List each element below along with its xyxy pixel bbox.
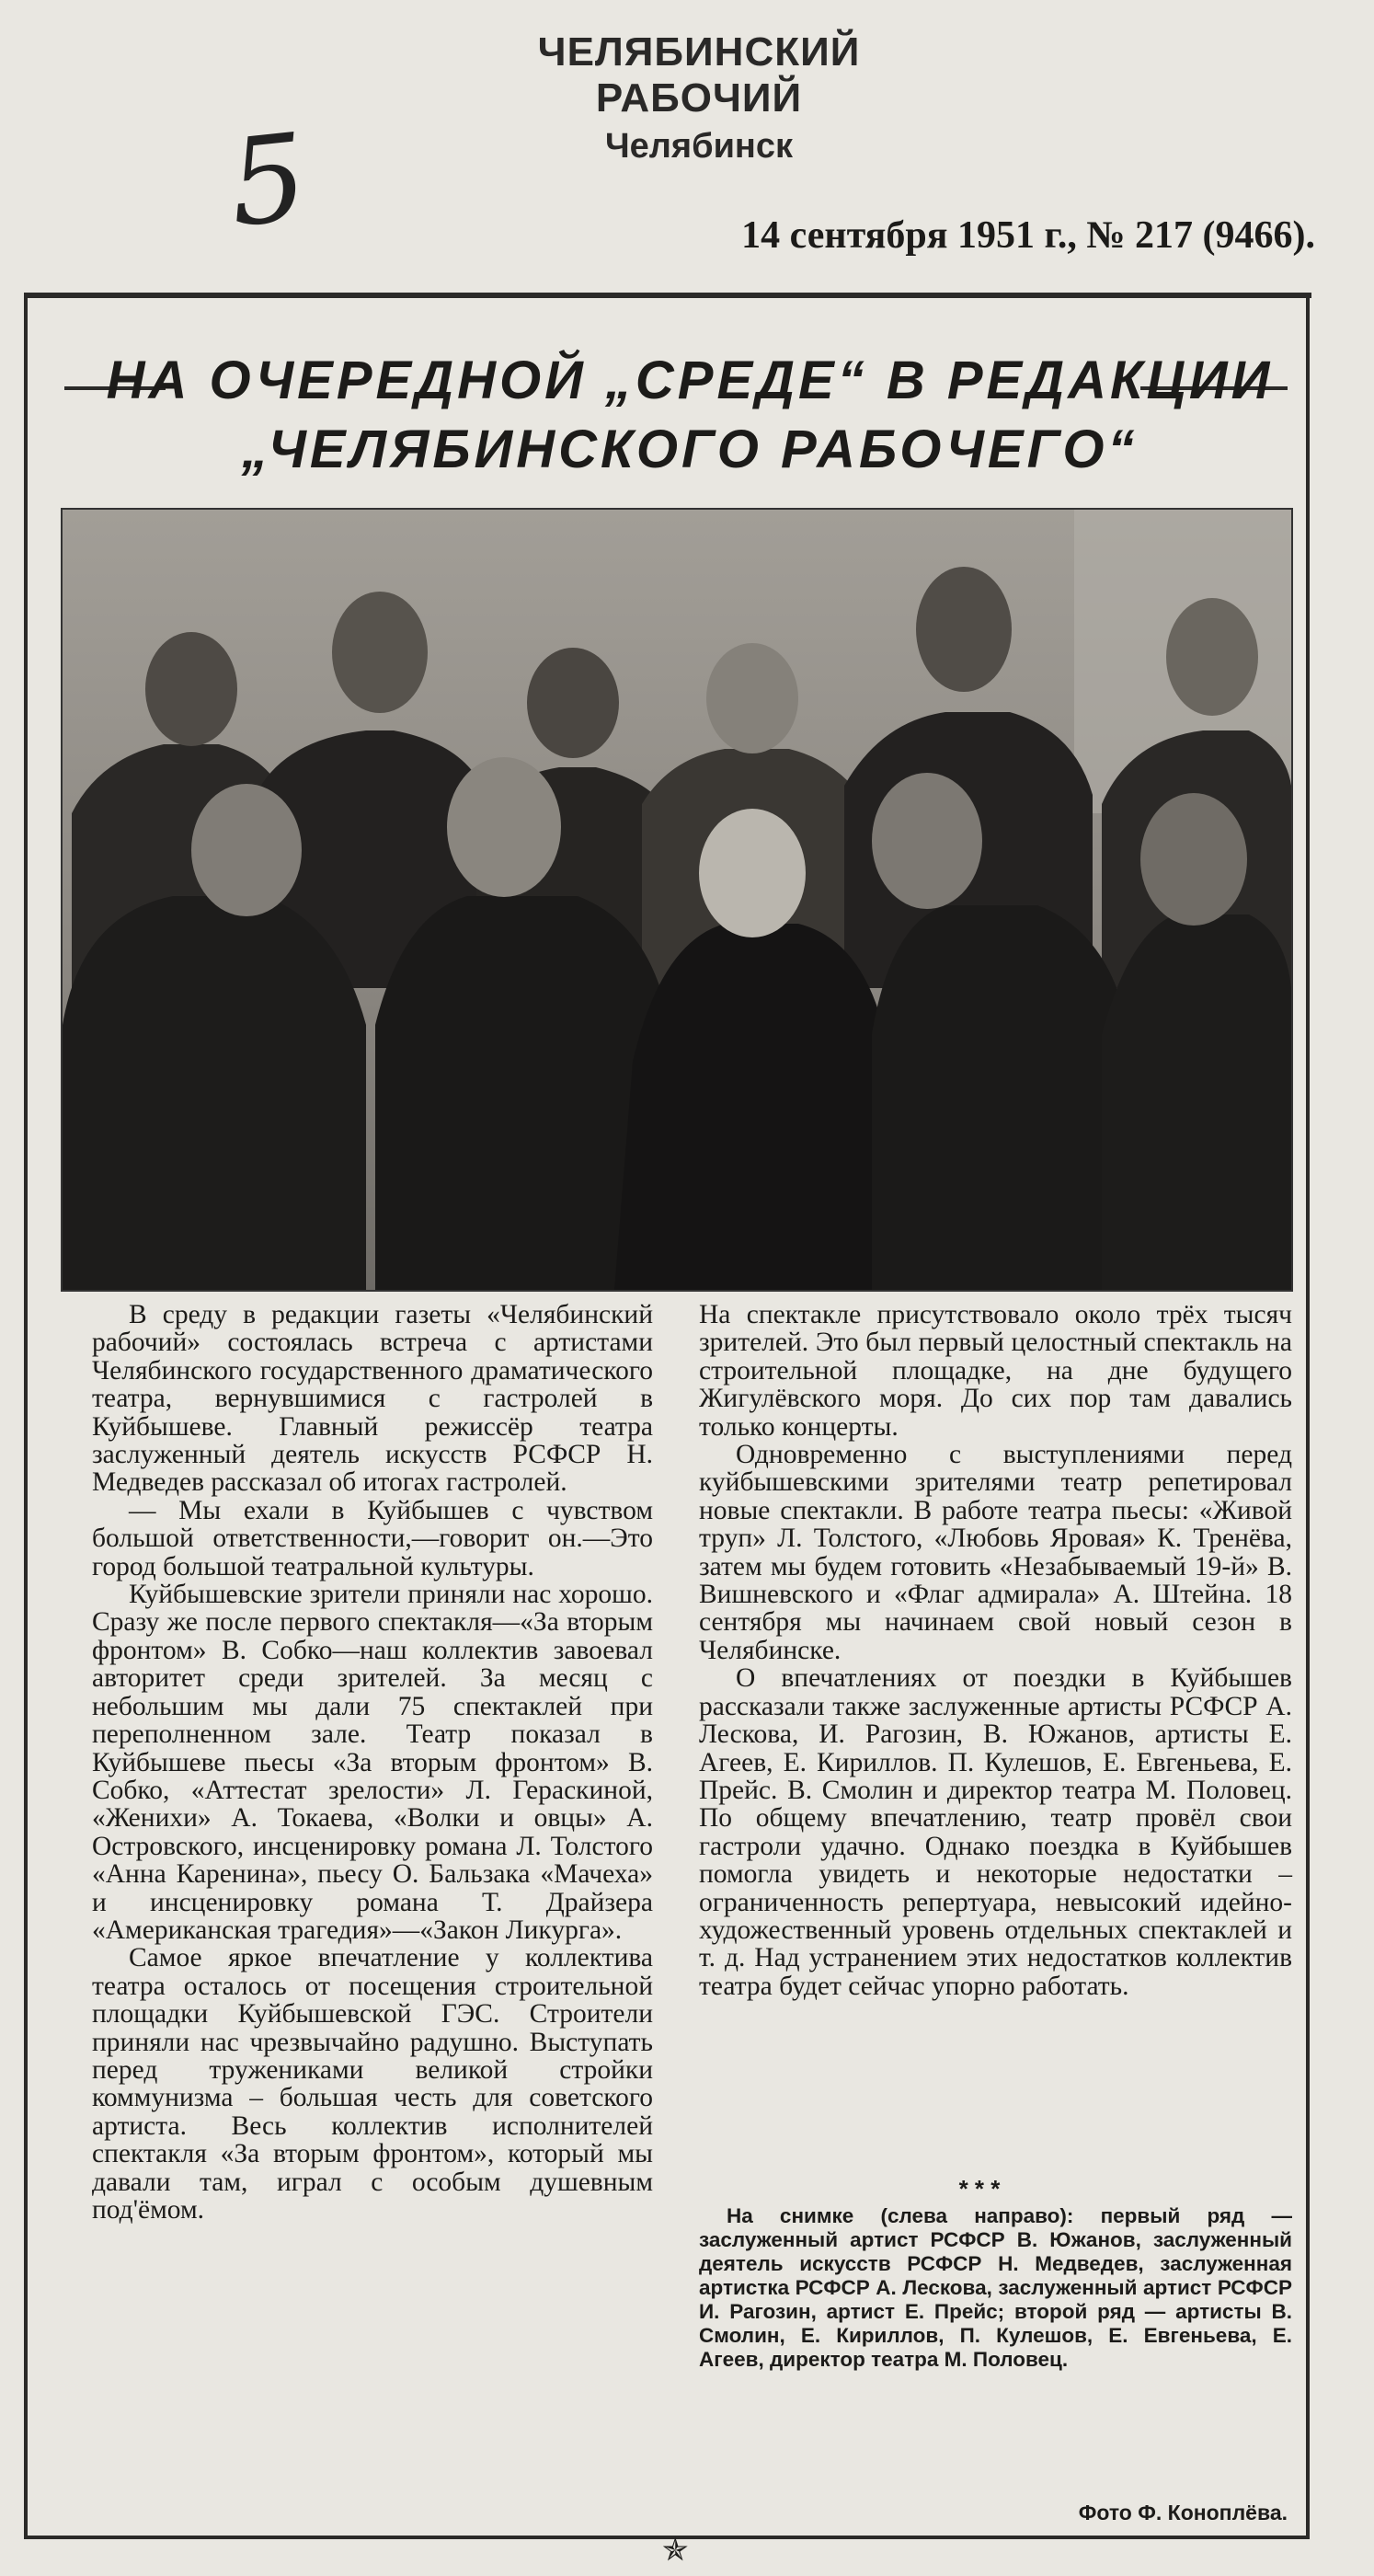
caption-text: (слева направо): первый ряд — заслуженный артист РСФСР В. Южанов, заслуженный деятель искусств РСФСР Н. Медведев, заслуженная артистка РСФСР А. Лескова, заслуженный артист РСФСР И. Рагозин, артист Е. Прейс; второй ряд — артисты В. Смолин, Е. Кириллов, П. Кулешов, Е. Евгеньева, Е. Агеев, директор театра М. Половец. — [699, 2204, 1293, 2371]
city-stamp: Челябинск — [604, 127, 794, 166]
caption-lead: На снимке — [727, 2204, 854, 2227]
photo-caption — [699, 2204, 1292, 2372]
handwritten-page-number: 5 — [223, 107, 314, 254]
headline-line-1: НА ОЧЕРЕДНОЙ „СРЕДЕ“ В РЕДАКЦИИ — [106, 351, 1274, 410]
article-paragraph: Куйбышевские зрители приняли нас хорошо. Сразу же после первого спектакля—«За вторым фронтом» В. Собко—наш коллектив завоевал авторитет среди зрителей. За месяц с небольшим мы дали 75 спектаклей при переполненном зале. Театр показал в Куйбышеве пьесы «За вторым фронтом» В. Собко, «Аттестат зрелости» Л. Гераскиной, «Женихи» А. Токаева, «Волки и овцы» А. Островского, инсценировку романа Л. Толстого «Анна Каренина», пьесу О. Бальзака «Мачеха» и инсценировку романа Т. Драйзера «Американская трагедия»—«Закон Ликурга». — [92, 1580, 653, 1945]
photo-credit: Фото Ф. Коноплёва. — [1078, 2501, 1288, 2524]
caption-separator: * * * — [958, 2175, 1001, 2202]
clipping-left-border — [24, 293, 28, 2537]
article-paragraph: На спектакле присутствовало около трёх тысяч зрителей. Это был первый целостный спектакль на строительной площадке, на дне будущего Жигулёвского моря. До сих пор там давались только концерты. — [699, 1300, 1292, 1442]
issue-dateline: 14 сентября 1951 г., № 217 (9466). — [741, 214, 1315, 257]
article-paragraph: О впечатлениях от поездки в Куйбышев рассказали также заслуженные артисты РСФСР А. Лескова, И. Рагозин, В. Южанов, артисты Е. Агеев, Е. Кириллов. П. Кулешов, Е. Евгеньева, Е. Прейс. В. Смолин и директор театра М. Половец. По общему впечатлению, театр провёл свои гастроли удачно. Однако поездка в Куйбышев помогла увидеть и некоторые недостатки – ограниченность репертуара, невысокий идейно-художественный уровень отдельных спектаклей и т. д. Над устранением этих недостатков коллектив театра будет сейчас упорно работать. — [699, 1663, 1292, 2001]
newspaper-masthead-stamp: ЧЕЛЯБИНСКИЙ РАБОЧИЙ — [537, 29, 861, 121]
star-ornament-icon: ✯ — [662, 2534, 689, 2568]
article-paragraph: В среду в редакции газеты «Челябинский рабочий» состоялась встреча с артистами Челябинского государственного драматического театра, вернувшимися с гастролей в Куйбышеве. Главный режиссёр театра заслуженный деятель искусств РСФСР Н. Медведев рассказал об итогах гастролей. — [92, 1300, 653, 1498]
article-paragraph: Одновременно с выступлениями перед куйбышевскими зрителями театр репетировал новые спектакли. В работе театра пьесы: «Живой труп» Л. Толстого, «Любовь Яровая» К. Тренёва, затем мы будем готовить «Незабываемый 19-й» В. Вишневского и «Флаг адмирала» А. Штейна. 18 сентября мы начинаем свой новый сезон в Челябинске. — [699, 1440, 1292, 1665]
article-column-right — [699, 1301, 1292, 2000]
article-paragraph: — Мы ехали в Куйбышев с чувством большой ответственности,—говорит он.—Это город большой театральной культуры. — [92, 1495, 653, 1581]
clipping-top-border — [24, 293, 1311, 298]
group-photo — [61, 508, 1293, 1292]
clipping-right-border — [1306, 293, 1310, 2537]
article-column-left — [92, 1301, 653, 2224]
headline-line-2: „ЧЕЛЯБИНСКОГО РАБОЧЕГО“ — [241, 420, 1139, 479]
article-paragraph: Самое яркое впечатление у коллектива театра осталось от посещения строительной площадки Куйбышевской ГЭС. Строители приняли нас чрезвычайно радушно. Выступать перед тружениками великой стройки коммунизма – большая честь для советского артиста. Весь коллектив исполнителей спектакля «За вторым фронтом», который мы давали там, играл с особым душевным под'ёмом. — [92, 1943, 653, 2225]
